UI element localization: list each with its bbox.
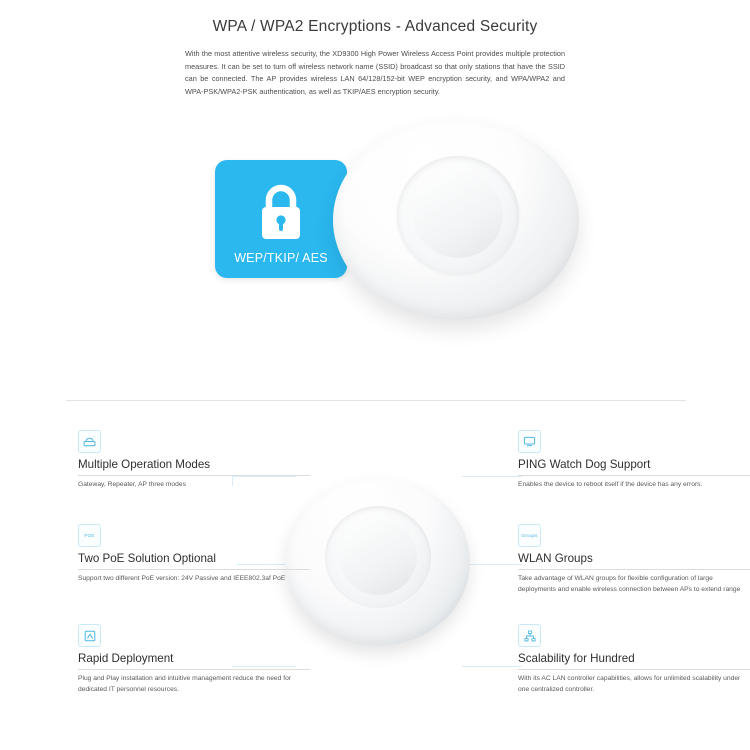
feature-multiple-operation-modes bbox=[78, 430, 310, 491]
router-icon bbox=[78, 430, 101, 453]
section-paragraph: With the most attentive wireless security, the XD9300 High Power Wireless Access Point provides multiple protection measures. It can be set to turn off wireless network name (SSID) broadcast so that only stations that have the SSID can be connected. The AP provides wireless LAN 64/128/152-bit WEP encryption security, and WPA/WPA2 and WPA-PSK/WPA2-PSK authentication, as well as TKIP/AES encryption security. bbox=[185, 49, 565, 96]
groups-icon-label: Groups bbox=[521, 533, 538, 538]
section-title: WPA / WPA2 Encryptions - Advanced Security bbox=[212, 18, 538, 35]
feature-desc: Support two different PoE version: 24V Passive and IEEE802.3af PoE bbox=[78, 575, 286, 582]
deployment-icon bbox=[78, 624, 101, 647]
device-center-cap bbox=[413, 172, 503, 258]
poe-icon-label: POE bbox=[84, 533, 95, 538]
feature-title: Scalability for Hundred bbox=[518, 652, 750, 670]
encryption-badge-caption: WEP/TKIP/ AES bbox=[234, 251, 328, 265]
section-divider bbox=[66, 400, 686, 401]
connector-line bbox=[462, 476, 522, 477]
groups-icon bbox=[518, 524, 541, 547]
feature-two-poe-solution bbox=[78, 524, 310, 585]
feature-desc: With its AC LAN controller capabilities, allows for unlimited scalability under one centralized controller. bbox=[518, 675, 741, 693]
feature-title: Rapid Deployment bbox=[78, 652, 310, 670]
feature-wlan-groups bbox=[518, 524, 750, 596]
device-center-cap bbox=[339, 519, 417, 595]
feature-title: Two PoE Solution Optional bbox=[78, 552, 310, 570]
access-point-image-bottom bbox=[285, 460, 470, 660]
connector-line bbox=[462, 666, 522, 667]
connector-line bbox=[466, 564, 522, 565]
feature-desc: Plug and Play installation and intuitive management reduce the need for dedicated IT personnel resources. bbox=[78, 675, 292, 693]
feature-desc: Enables the device to reboot itself if the device has any errors. bbox=[518, 481, 703, 488]
monitor-icon bbox=[518, 430, 541, 453]
feature-title: PING Watch Dog Support bbox=[518, 458, 750, 476]
poe-icon bbox=[78, 524, 101, 547]
feature-scalability bbox=[518, 624, 750, 696]
scalability-icon bbox=[518, 624, 541, 647]
feature-desc: Take advantage of WLAN groups for flexible configuration of large deployments and enable wireless connection between APs to extend range bbox=[518, 575, 741, 593]
feature-ping-watch-dog bbox=[518, 430, 750, 491]
access-point-image-top bbox=[333, 120, 579, 320]
features-section bbox=[0, 418, 750, 750]
feature-title: Multiple Operation Modes bbox=[78, 458, 310, 476]
feature-rapid-deployment bbox=[78, 624, 310, 696]
feature-title: WLAN Groups bbox=[518, 552, 750, 570]
lock-icon bbox=[253, 182, 309, 249]
feature-desc: Gateway, Repeater, AP three modes bbox=[78, 481, 186, 488]
encryption-badge bbox=[215, 160, 347, 278]
